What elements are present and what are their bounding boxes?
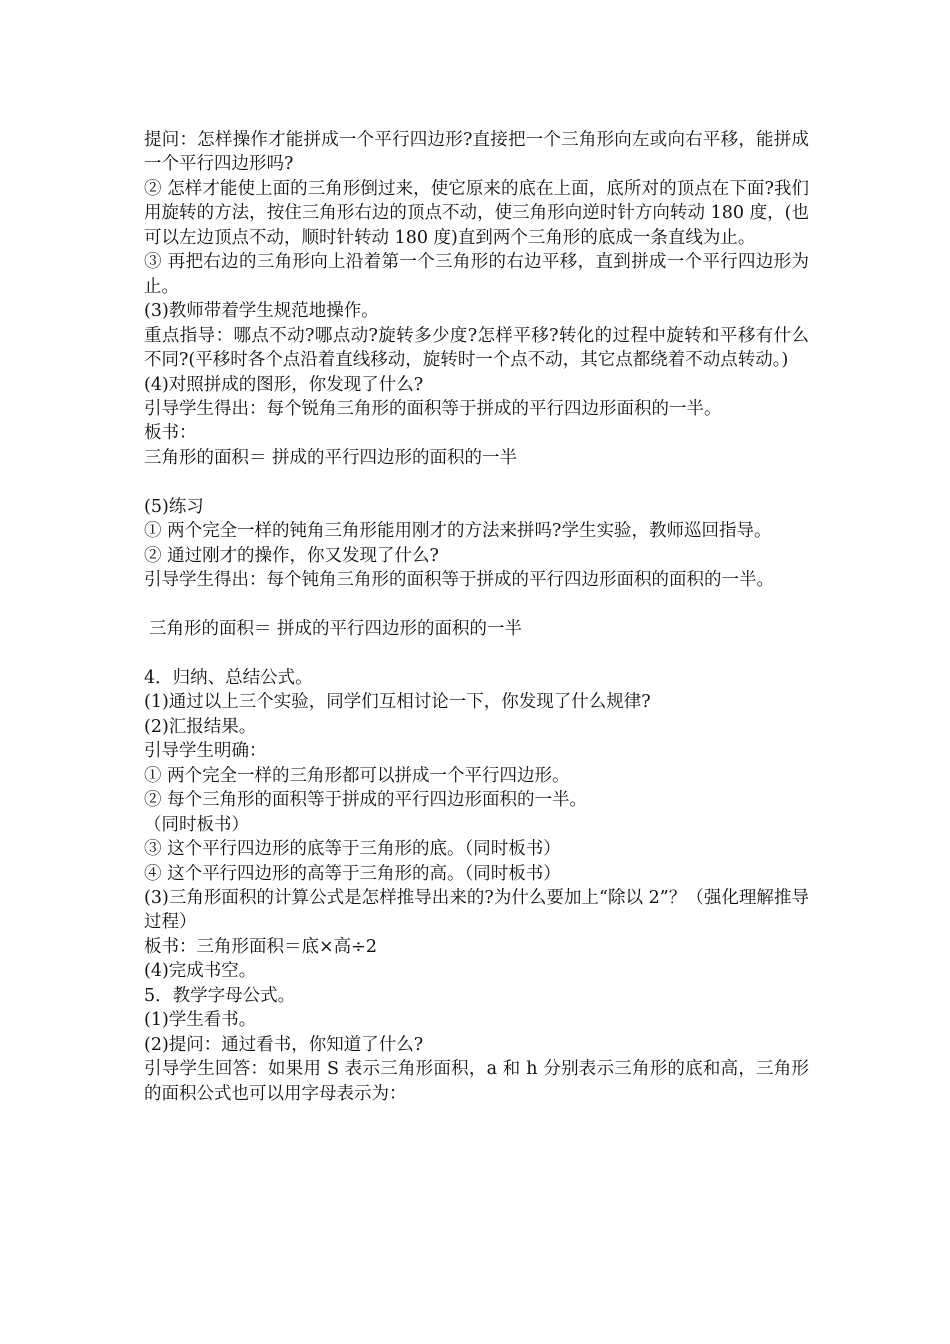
paragraph: 引导学生得出：每个钝角三角形的面积等于拼成的平行四边形面积的面积的一半。 [144,570,774,591]
blank-line [144,641,809,665]
paragraph: 板书： [144,423,197,444]
paragraph: (3)三角形面积的计算公式是怎样推导出来的?为什么要加上“除以 2”？（强化理解推导过程） [144,888,809,933]
paragraph: 引导学生回答：如果用 S 表示三角形面积，a 和 h 分别表示三角形的底和高，三角形的面积公式也可以用字母表示为： [144,1059,809,1104]
paragraph: (2)汇报结果。 [144,716,257,737]
section-heading: 4．归纳、总结公式。 [144,667,313,688]
paragraph: (3)教师带着学生规范地操作。 [144,301,379,322]
paragraph: 引导学生得出：每个锐角三角形的面积等于拼成的平行四边形面积的一半。 [144,398,722,419]
paragraph: (4)完成书空。 [144,961,257,982]
section-heading: 5．教学字母公式。 [144,985,296,1006]
paragraph: ② 怎样才能使上面的三角形倒过来，使它原来的底在上面，底所对的顶点在下面?我们用旋转的方法，按住三角形右边的顶点不动，使三角形向逆时针方向转动 180 度，(也可以左边顶点不动，顺时针转动 180 度)直到两个三角形的底成一条直线为止。 [144,178,809,248]
paragraph: ② 每个三角形的面积等于拼成的平行四边形面积的一半。 [144,790,588,811]
board-formula: 板书：三角形面积＝底×高÷2 [144,936,377,957]
blank-line [144,593,809,617]
paragraph: 重点指导：哪点不动?哪点动?旋转多少度?怎样平移?转化的过程中旋转和平移有什么不同?(平移时各个点沿着直线移动，旋转时一个点不动，其它点都绕着不动点转动。) [144,325,809,371]
paragraph: ④ 这个平行四边形的高等于三角形的高。（同时板书） [144,863,561,884]
paragraph: ③ 再把右边的三角形向上沿着第一个三角形的右边平移，直到拼成一个平行四边形为止。 [144,252,809,297]
board-formula: 三角形的面积＝ 拼成的平行四边形的面积的一半 [149,619,523,640]
blank-line [144,470,809,494]
paragraph: (2)提问：通过看书，你知道了什么? [144,1034,424,1055]
board-formula: 三角形的面积＝ 拼成的平行四边形的面积的一半 [144,447,518,468]
paragraph: (1)学生看书。 [144,1010,257,1031]
paragraph: (4)对照拼成的图形，你发现了什么? [144,374,424,395]
paragraph: （同时板书） [144,814,249,835]
paragraph: ② 通过刚才的操作，你又发现了什么? [144,545,439,566]
paragraph: ① 两个完全一样的三角形都可以拼成一个平行四边形。 [144,765,570,786]
paragraph: ③ 这个平行四边形的底等于三角形的底。（同时板书） [144,839,561,860]
document-page [144,128,809,1106]
paragraph: (5)练习 [144,496,204,517]
paragraph: 提问：怎样操作才能拼成一个平行四边形?直接把一个三角形向左或向右平移，能拼成一个平行四边形吗? [144,130,809,175]
paragraph: ① 两个完全一样的钝角三角形能用刚才的方法来拼吗?学生实验，教师巡回指导。 [144,521,772,542]
paragraph: (1)通过以上三个实验，同学们互相讨论一下，你发现了什么规律? [144,692,651,713]
paragraph: 引导学生明确： [144,741,267,762]
